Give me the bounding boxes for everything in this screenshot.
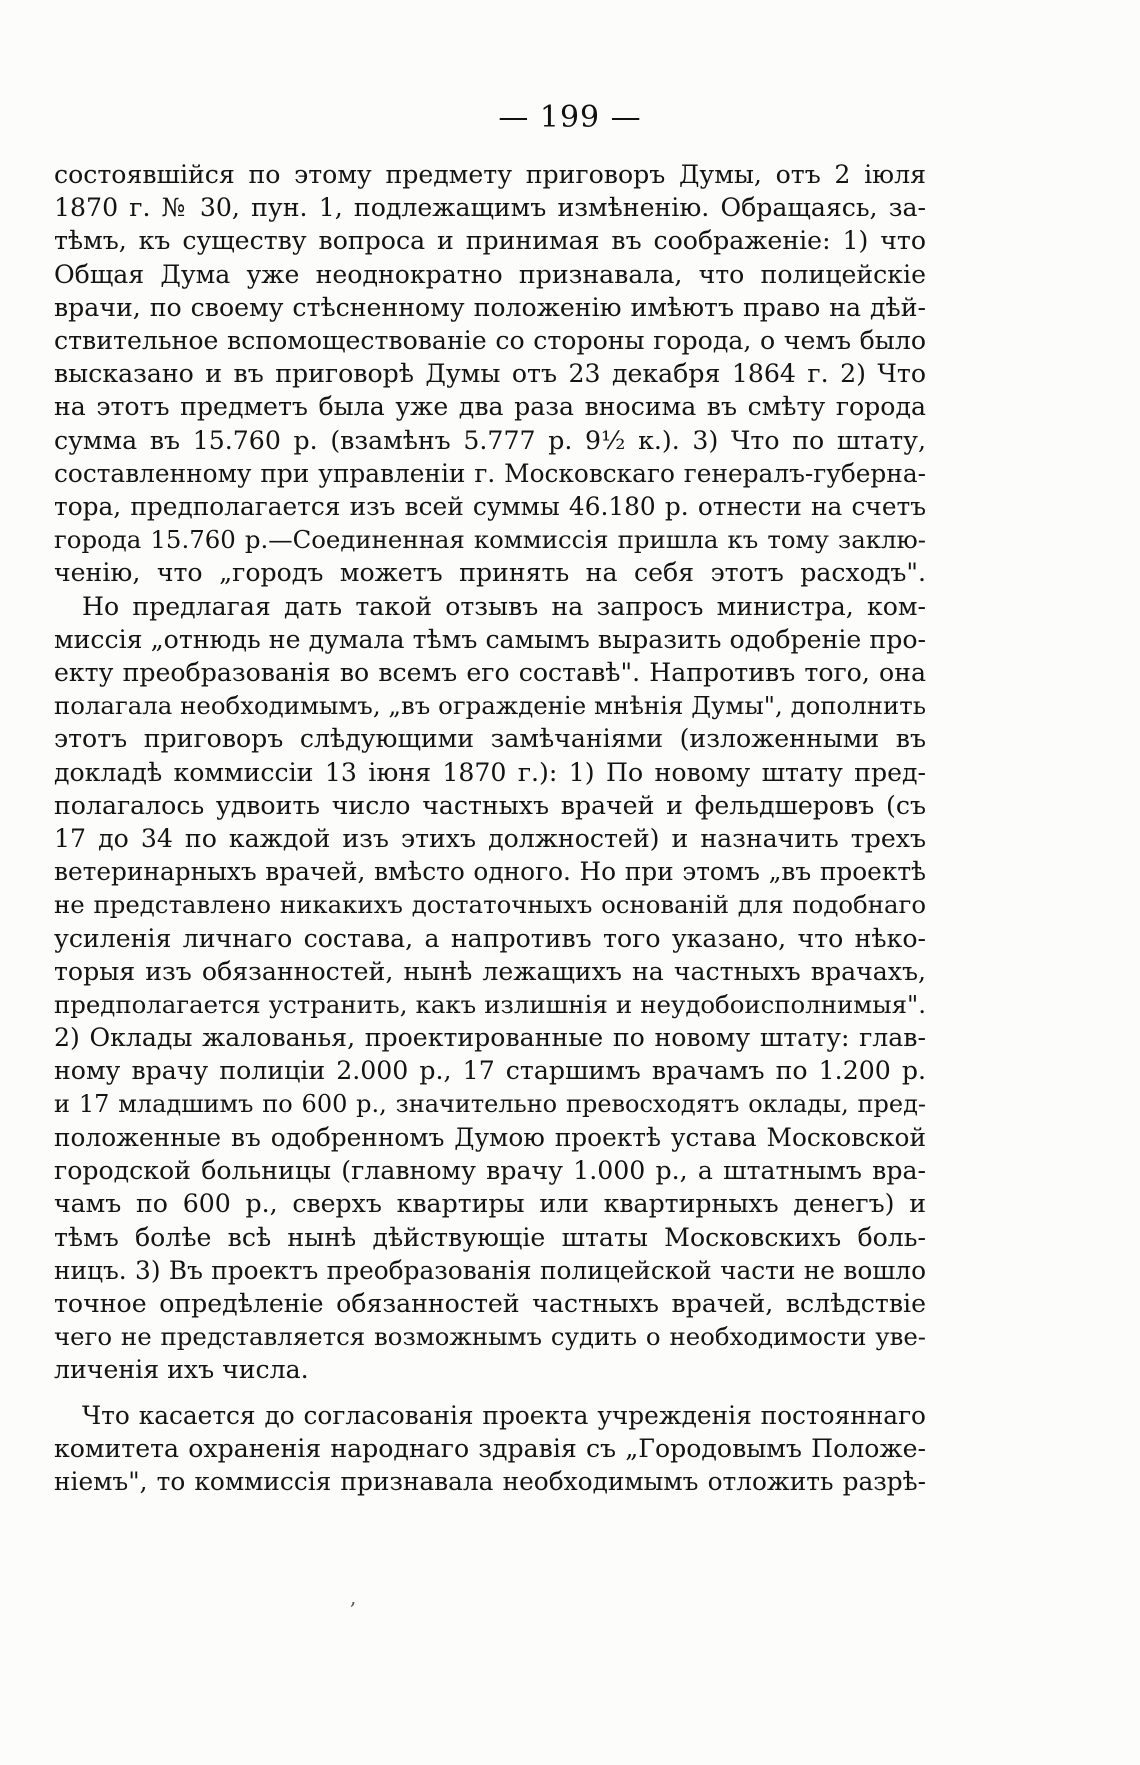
text-line: ветеринарныхъ врачей, вмѣсто одного. Но при этомъ „въ проектѣ (54, 857, 926, 887)
print-speck: , (350, 1585, 357, 1609)
text-line: тора, предполагается изъ всей суммы 46.180 р. отнести на счетъ (54, 492, 926, 522)
text-line: на этотъ предметъ была уже два раза вносима въ смѣту города (54, 392, 926, 422)
paragraph-gap (54, 1387, 926, 1399)
text-line: докладѣ коммиссіи 13 іюня 1870 г.): 1) По новому штату пред- (54, 757, 926, 787)
text-line: состоявшійся по этому предмету приговоръ Думы, отъ 2 іюля (54, 160, 926, 189)
text-line: предполагается устранить, какъ излишнія и неудобоисполнимыя". (54, 990, 926, 1020)
text-line: высказано и въ приговорѣ Думы отъ 23 декабря 1864 г. 2) Что (54, 359, 926, 389)
text-line: чамъ по 600 р., сверхъ квартиры или квартирныхъ денегъ) и (54, 1189, 926, 1219)
text-line: комитета охраненія народнаго здравія съ „Городовымъ Положе- (54, 1433, 926, 1463)
text-line: точное опредѣленіе обязанностей частныхъ врачей, вслѣдствіе (54, 1288, 926, 1318)
text-line: торыя изъ обязанностей, нынѣ лежащихъ на частныхъ врачахъ, (54, 956, 926, 986)
text-line: Но предлагая дать такой отзывъ на запросъ министра, ком- (82, 591, 926, 621)
paragraph-1 (54, 158, 926, 590)
text-line: миссія „отнюдь не думала тѣмъ самымъ выразить одобреніе про- (54, 624, 926, 654)
paragraph-3 (54, 1399, 926, 1499)
text-line: усиленія личнаго состава, а напротивъ того указано, что нѣко- (54, 923, 926, 953)
text-line: личенія ихъ числа. (54, 1355, 309, 1385)
text-line: сумма въ 15.760 р. (взамѣнъ 5.777 р. 9½ к.). 3) Что по штату, (54, 425, 926, 455)
text-line: Что касается до согласованія проекта учрежденія постояннаго (82, 1400, 926, 1430)
text-line: ствительное вспомоществованіе со стороны города, о чемъ было (54, 326, 926, 356)
body-text (54, 158, 926, 1498)
text-line: врачи, по своему стѣсненному положенію имѣютъ право на дѣй- (54, 292, 926, 322)
text-line: 17 до 34 по каждой изъ этихъ должностей) и назначить трехъ (54, 824, 926, 854)
text-line: тѣмъ, къ существу вопроса и принимая въ соображеніе: 1) что (54, 226, 926, 256)
text-line: тѣмъ болѣе всѣ нынѣ дѣйствующіе штаты Московскихъ боль- (54, 1222, 926, 1252)
paragraph-2 (54, 590, 926, 1387)
text-line: ніемъ", то коммиссія признавала необходимымъ отложить разрѣ- (54, 1466, 926, 1496)
text-line: этотъ приговоръ слѣдующими замѣчаніями (изложенными въ (54, 724, 926, 754)
text-line: не представлено никакихъ достаточныхъ основаній для подобнаго (54, 890, 926, 920)
text-line: городской больницы (главному врачу 1.000 р., а штатнымъ вра- (54, 1156, 926, 1186)
text-line: составленному при управленіи г. Московскаго генералъ-губерна- (54, 458, 926, 488)
text-line: положенные въ одобренномъ Думою проектѣ устава Московской (54, 1122, 926, 1152)
text-line: полагалось удвоить число частныхъ врачей и фельдшеровъ (съ (54, 790, 926, 820)
text-line: полагала необходимымъ, „въ огражденіе мнѣнія Думы", дополнить (54, 691, 926, 721)
text-line: и 17 младшимъ по 600 р., значительно превосходятъ оклады, пред- (54, 1089, 926, 1118)
text-line: города 15.760 р.—Соединенная коммиссія пришла къ тому заклю- (54, 525, 926, 555)
text-line: екту преобразованія во всемъ его составѣ". Напротивъ того, она (54, 658, 926, 688)
text-line: 2) Оклады жалованья, проектированные по новому штату: глав- (54, 1023, 926, 1053)
text-line: ченію, что „городъ можетъ принять на себя этотъ расходъ". (54, 558, 926, 588)
text-line: ницъ. 3) Въ проектъ преобразованія полицейской части не вошло (54, 1255, 926, 1285)
text-line: Общая Дума уже неоднократно признавала, что полицейскіе (54, 259, 926, 289)
page-number: — 199 — (498, 100, 642, 135)
text-line: ному врачу полиціи 2.000 р., 17 старшимъ врачамъ по 1.200 р. (54, 1056, 926, 1086)
text-line: 1870 г. № 30, пун. 1, подлежащимъ измѣненію. Обращаясь, за- (54, 193, 926, 223)
text-line: чего не представляется возможнымъ судить о необходимости уве- (54, 1322, 926, 1352)
